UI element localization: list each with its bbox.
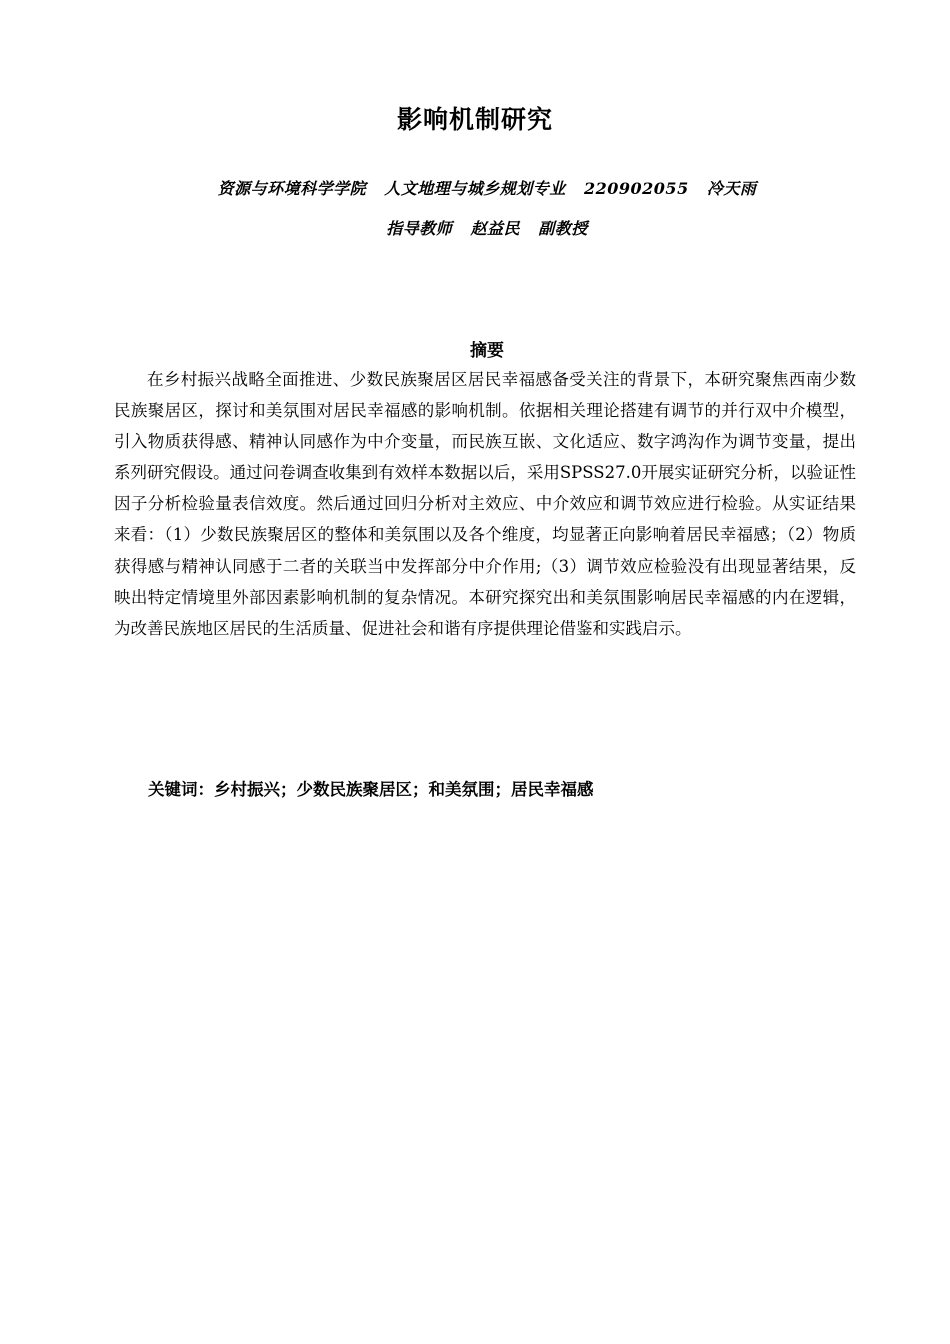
author-info: 资源与环境科学学院 人文地理与城乡规划专业 220902055 冷天雨 <box>217 179 757 198</box>
keywords-line: 关键词：乡村振兴；少数民族聚居区；和美氛围；居民幸福感 <box>148 780 594 799</box>
advisor-info: 指导教师 赵益民 副教授 <box>386 219 588 238</box>
paper-title: 影响机制研究 <box>396 105 553 134</box>
abstract-heading: 摘要 <box>470 341 504 361</box>
abstract-body: 在乡村振兴战略全面推进、少数民族聚居区居民幸福感备受关注的背景下，本研究聚焦西南少数民族聚居区，探讨和美氛围对居民幸福感的影响机制。依据相关理论搭建有调节的并行双中介模型，引入物质获得感、精神认同感作为中介变量，而民族互嵌、文化适应、数字鸿沟作为调节变量，提出系列研究假设。通过问卷调查收集到有效样本数据以后，采用SPSS27.0开展实证研究分析，以验证性因子分析检验量表信效度。然后通过回归分析对主效应、中介效应和调节效应进行检验。从实证结果来看：（1）少数民族聚居区的整体和美氛围以及各个维度，均显著正向影响着居民幸福感；（2）物质获得感与精神认同感于二者的关联当中发挥部分中介作用;（3）调节效应检验没有出现显著结果，反映出特定情境里外部因素影响机制的复杂情况。本研究探究出和美氛围影响居民幸福感的内在逻辑，为改善民族地区居民的生活质量、促进社会和谐有序提供理论借鉴和实践启示。 <box>114 370 856 638</box>
